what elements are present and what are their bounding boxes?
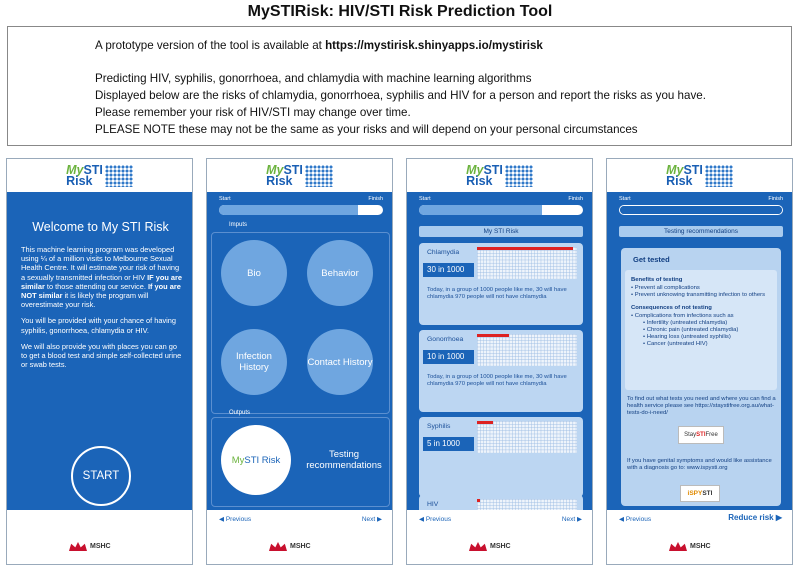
footer bbox=[607, 510, 793, 565]
previous-button[interactable]: ◀ Previous bbox=[419, 516, 452, 523]
logo-dots-icon bbox=[105, 165, 133, 187]
risk-card-chlamydia bbox=[419, 243, 583, 325]
footer bbox=[7, 510, 193, 565]
mystirisk-logo bbox=[607, 162, 792, 190]
logo-dots-icon bbox=[305, 165, 333, 187]
finish-label: Finish bbox=[568, 196, 583, 202]
risk-name: Syphilis bbox=[427, 423, 451, 430]
next-label: Next bbox=[361, 516, 376, 523]
next-button[interactable]: Next ▶ bbox=[361, 516, 382, 523]
previous-label: Previous bbox=[225, 516, 252, 523]
reduce-risk-button[interactable]: Reduce risk ▶ bbox=[728, 513, 782, 522]
mshc-icon bbox=[269, 542, 287, 551]
logo-dots-icon bbox=[705, 165, 733, 187]
logo-sti: STI bbox=[683, 163, 703, 177]
behavior-button[interactable]: Behavior bbox=[307, 240, 373, 306]
progress-bar bbox=[219, 205, 383, 215]
phone-inputs bbox=[206, 158, 393, 565]
risk-card-hiv bbox=[419, 495, 583, 510]
consequence-item: • Hearing loss (untreated syphilis) bbox=[643, 334, 731, 340]
risk-desc: Today, in a group of 1000 people like me, 30 will have chlamydia 970 people will not have chlamydia bbox=[427, 287, 567, 301]
spy-b: STI bbox=[702, 490, 713, 497]
phone-welcome bbox=[6, 158, 193, 565]
outputs-label: Outputs bbox=[229, 410, 251, 416]
risk-icon-grid bbox=[477, 247, 577, 279]
start-label: Start bbox=[619, 196, 631, 202]
mshc-icon bbox=[69, 542, 87, 551]
footer bbox=[207, 510, 393, 565]
intro-line-2: Predicting HIV, syphilis, gonorrhoea, and chlamydia with machine learning algorithms bbox=[95, 72, 532, 85]
progress-fill bbox=[620, 206, 782, 214]
p3: We will also provide you with places you can go to get a blood test and simple self-collected urine or swab tests. bbox=[21, 341, 182, 370]
p2: You will be provided with your chance of having syphilis, gonorrhoea, chlamydia or HIV. bbox=[21, 316, 177, 335]
welcome-title: Welcome to My STI Risk bbox=[32, 220, 169, 234]
benefit-item: • Prevent unknowing transmitting infection to others bbox=[631, 292, 766, 298]
start-label: Start bbox=[219, 196, 231, 202]
next-button[interactable]: Next ▶ bbox=[561, 516, 582, 523]
p1e: it is likely the program will overestimate your risk. bbox=[21, 291, 149, 310]
stay-a: Stay bbox=[684, 432, 697, 438]
finish-label: Finish bbox=[768, 196, 783, 202]
start-label: Start bbox=[419, 196, 431, 202]
progress-labels bbox=[619, 196, 783, 202]
progress-bar bbox=[619, 205, 783, 215]
recommendations-panel bbox=[621, 248, 781, 506]
risk-desc: Today, in a group of 1000 people like me, 30 will have chlamydia 970 people will not have chlamydia bbox=[427, 374, 567, 388]
welcome-text bbox=[21, 245, 183, 376]
staystifree-logo[interactable] bbox=[678, 426, 724, 444]
risk-screen bbox=[407, 192, 593, 510]
progress-labels bbox=[419, 196, 583, 202]
p1a: This machine learning program was developed using ¼ of a million visits to Melbourne Sexual Health Centre. It will estimate your risk of having a sexually transmitted infection or HIV bbox=[21, 245, 180, 282]
tab-testing-recommendations[interactable]: Testing recommendations bbox=[619, 226, 783, 237]
mshc-text: MSHC bbox=[90, 543, 111, 550]
intro-box bbox=[7, 26, 792, 146]
mshc-text: MSHC bbox=[490, 543, 511, 550]
consequence-item: • Infertility (untreated chlamydia) bbox=[643, 320, 728, 326]
page-title: MySTIRisk: HIV/STI Risk Prediction Tool bbox=[247, 3, 553, 20]
risk-marks bbox=[477, 499, 480, 502]
consequences-title: Consequences of not testing bbox=[631, 305, 712, 311]
logo-risk: Risk bbox=[66, 174, 93, 188]
testing-screen bbox=[607, 192, 793, 510]
prototype-line bbox=[95, 38, 543, 54]
tab-my-sti-risk[interactable]: My STI Risk bbox=[419, 226, 583, 237]
progress-bar bbox=[419, 205, 583, 215]
risk-value: 5 in 1000 bbox=[423, 437, 474, 451]
consequence-item: • Chronic pain (untreated chlamydia) bbox=[643, 327, 739, 333]
risk-icon-grid bbox=[477, 334, 577, 366]
mshc-logo bbox=[69, 542, 111, 551]
mshc-logo bbox=[669, 542, 711, 551]
stay-b: STI bbox=[696, 432, 706, 438]
my-sti-risk-button[interactable] bbox=[221, 425, 291, 495]
previous-label: Previous bbox=[625, 516, 652, 523]
risk-card-syphilis bbox=[419, 417, 583, 497]
mystirisk-logo bbox=[407, 162, 592, 190]
logo-my: My bbox=[466, 163, 484, 177]
logo-risk: Risk bbox=[466, 174, 493, 188]
welcome-screen bbox=[7, 192, 193, 510]
mystirisk-logo bbox=[207, 162, 392, 190]
risk-icon-grid bbox=[477, 421, 577, 453]
mshc-logo bbox=[269, 542, 311, 551]
testing-recommendations-link[interactable]: Testing recommendations bbox=[306, 449, 382, 471]
finish-label: Finish bbox=[368, 196, 383, 202]
mshc-icon bbox=[669, 542, 687, 551]
risk-value: 10 in 1000 bbox=[423, 350, 474, 364]
logo-risk: Risk bbox=[666, 174, 693, 188]
progress-labels bbox=[219, 196, 383, 202]
previous-button[interactable]: ◀ Previous bbox=[219, 516, 252, 523]
risk-name: Gonorrhoea bbox=[427, 336, 464, 343]
intro-line-3: Displayed below are the risks of chlamydia, gonorrhoea, syphilis and HIV for a person and report the risks as you have. bbox=[95, 89, 706, 102]
output-my: My bbox=[231, 454, 245, 466]
phone-risk bbox=[406, 158, 593, 565]
risk-marks bbox=[477, 247, 573, 250]
previous-label: Previous bbox=[425, 516, 452, 523]
output-sti-risk: STI Risk bbox=[244, 454, 281, 466]
logo-dots-icon bbox=[505, 165, 533, 187]
ispysti-logo[interactable] bbox=[680, 485, 720, 502]
reduce-risk-label: Reduce risk bbox=[728, 513, 774, 522]
get-tested-heading: Get tested bbox=[633, 255, 670, 264]
progress-fill bbox=[219, 205, 358, 215]
consequence-intro: • Complications from infections such as bbox=[631, 313, 734, 319]
prototype-text: A prototype version of the tool is available at bbox=[95, 39, 326, 52]
risk-marks bbox=[477, 421, 493, 424]
infection-history-button[interactable]: Infection History bbox=[221, 329, 287, 395]
mshc-logo bbox=[469, 542, 511, 551]
benefits-title: Benefits of testing bbox=[631, 277, 683, 283]
phone-testing bbox=[606, 158, 793, 565]
risk-icon-grid bbox=[477, 499, 577, 510]
risk-name: Chlamydia bbox=[427, 249, 460, 256]
logo-sti: STI bbox=[283, 163, 303, 177]
bio-button[interactable]: Bio bbox=[221, 240, 287, 306]
logo-my: My bbox=[666, 163, 684, 177]
prototype-link[interactable]: https://mystirisk.shinyapps.io/mystirisk bbox=[325, 39, 543, 52]
p1d: If you are NOT similar bbox=[21, 281, 181, 301]
next-label: Next bbox=[561, 516, 576, 523]
risk-marks bbox=[477, 334, 509, 337]
benefit-item: • Prevent all complications bbox=[631, 285, 700, 291]
testing-info-box bbox=[625, 270, 777, 390]
find-tests-text: To find out what tests you need and where you can find a health service please see https://staystifree.org.au/what-tests-do-i-need/ bbox=[627, 396, 776, 416]
contact-history-button[interactable]: Contact History bbox=[307, 329, 373, 395]
risk-value: 30 in 1000 bbox=[423, 263, 474, 277]
mystirisk-logo bbox=[7, 162, 192, 190]
mshc-text: MSHC bbox=[290, 543, 311, 550]
inputs-label: Imputs bbox=[229, 222, 248, 228]
footer bbox=[407, 510, 593, 565]
logo-my: My bbox=[266, 163, 284, 177]
risk-name: HIV bbox=[427, 501, 439, 508]
intro-line-5: PLEASE NOTE these may not be the same as your risks and will depend on your personal circumstances bbox=[95, 123, 638, 136]
inputs-screen bbox=[207, 192, 393, 510]
progress-fill bbox=[419, 205, 542, 215]
consequence-item: • Cancer (untreated HIV) bbox=[643, 341, 708, 347]
mshc-text: MSHC bbox=[690, 543, 711, 550]
intro-line-4: Please remember your risk of HIV/STI may change over time. bbox=[95, 106, 411, 119]
p1b: IF you are similar bbox=[21, 272, 183, 291]
logo-risk: Risk bbox=[266, 174, 293, 188]
mshc-icon bbox=[469, 542, 487, 551]
risk-card-gonorrhoea bbox=[419, 330, 583, 412]
logo-sti: STI bbox=[83, 163, 103, 177]
stay-c: Free bbox=[705, 432, 718, 438]
start-button[interactable]: START bbox=[71, 446, 131, 506]
logo-sti: STI bbox=[483, 163, 503, 177]
genital-symptoms-text: If you have genital symptoms and would like assistance with a diagnosis go to: www.ispysti.org bbox=[627, 458, 772, 471]
p1c: to those attending our service. bbox=[44, 281, 148, 291]
logo-my: My bbox=[66, 163, 84, 177]
spy-a: iSPY bbox=[687, 490, 703, 497]
previous-button[interactable]: ◀ Previous bbox=[619, 516, 652, 523]
